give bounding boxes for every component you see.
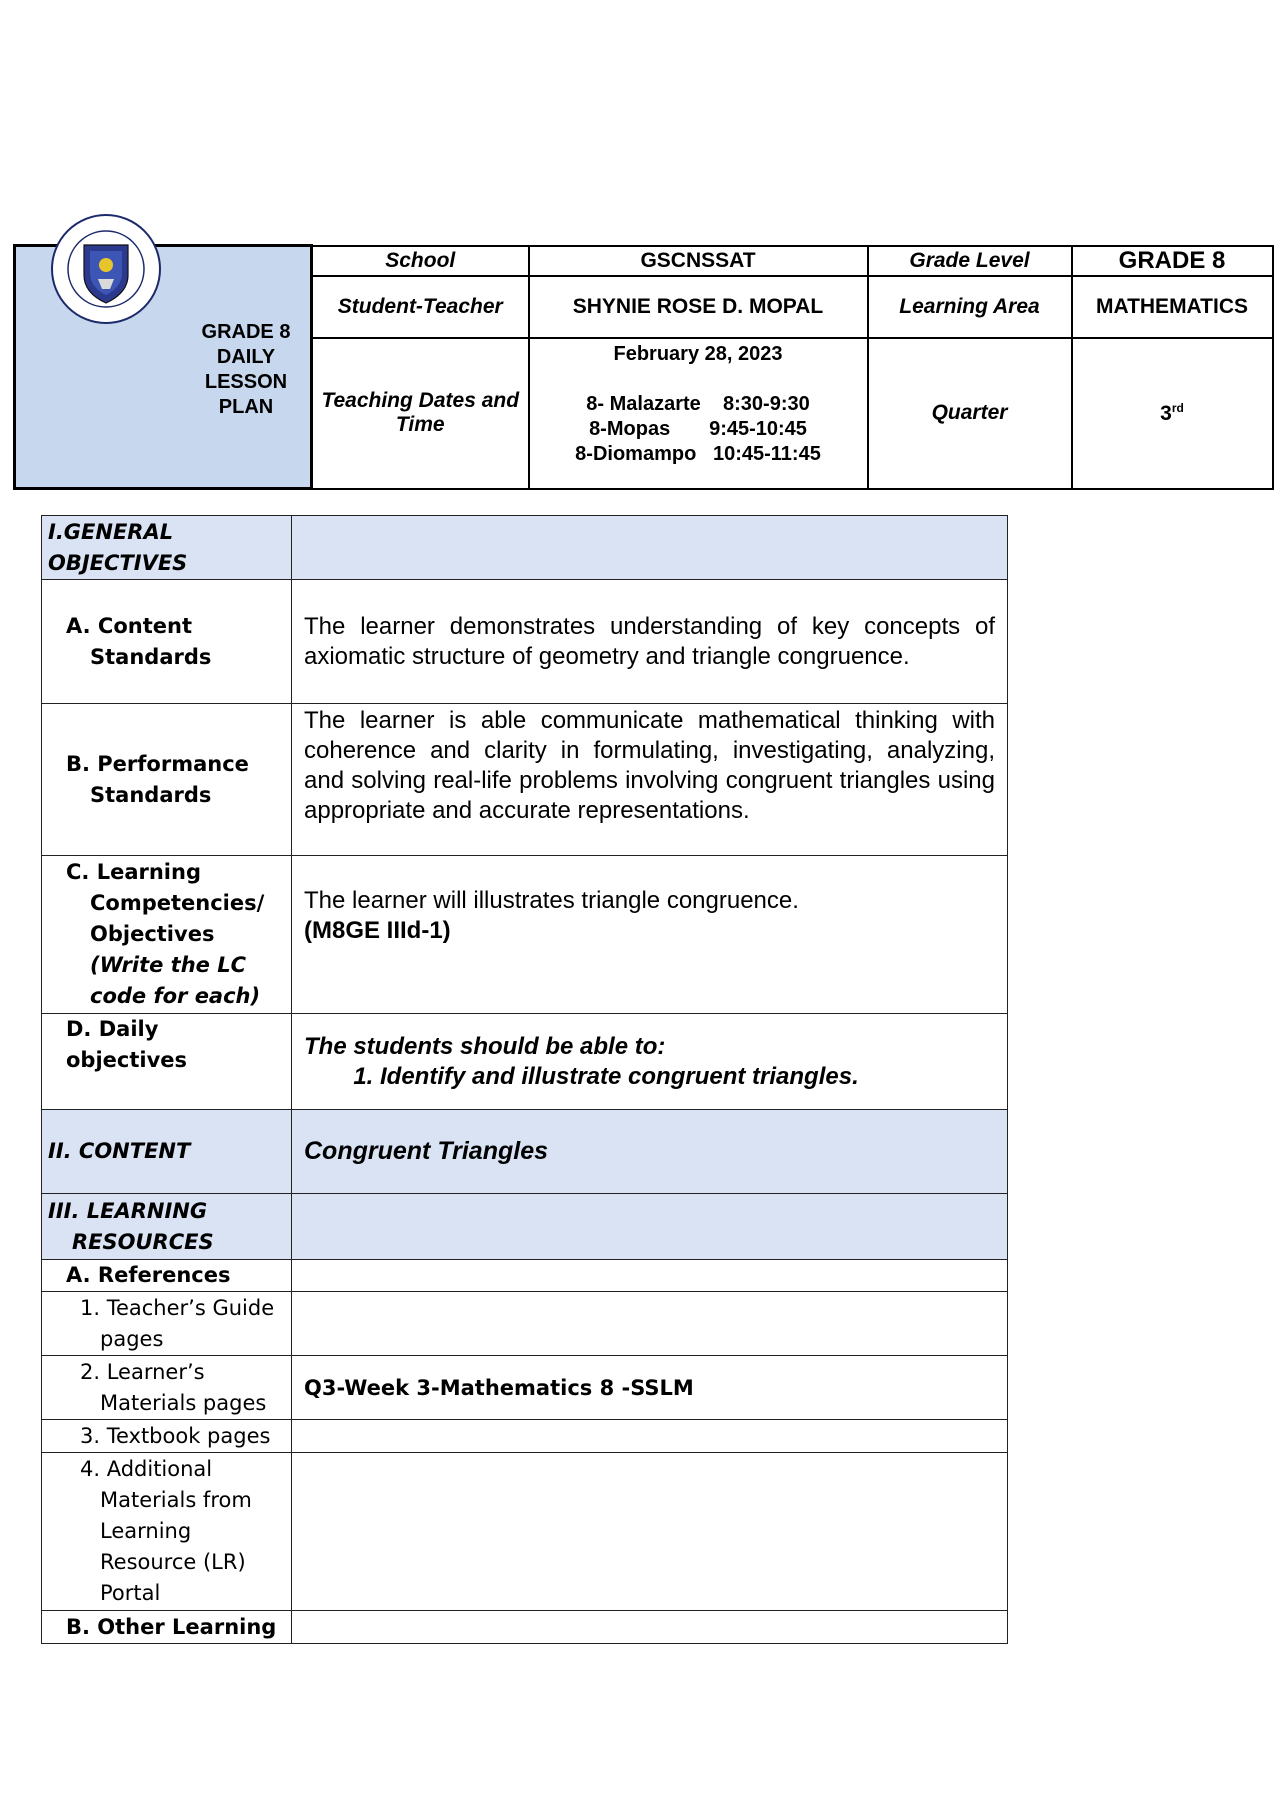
student-teacher-label: Student-Teacher xyxy=(312,276,529,338)
general-objectives-text: I.GENERAL OBJECTIVES xyxy=(48,519,188,575)
quarter-label: Quarter xyxy=(868,338,1072,489)
schedule-row: 8-Diomampo 10:45-11:45 xyxy=(575,442,821,465)
additional-materials-label-text: 4. Additional Materials from Learning Resource (LR) Portal xyxy=(80,1457,252,1605)
learners-materials-value-text: Q3-Week 3-Mathematics 8 -SSLM xyxy=(304,1375,694,1400)
grade-level-label: Grade Level xyxy=(868,246,1072,276)
daily-objectives-value xyxy=(292,1014,1008,1110)
daily-intro: The students should be able to: xyxy=(304,1032,666,1060)
daily-objectives-list xyxy=(304,1062,995,1092)
content-standards-label-text: A. Content Standards xyxy=(66,613,212,669)
competencies-label-note: (Write the LC code for each) xyxy=(90,953,261,1008)
content-heading: II. CONTENT xyxy=(42,1110,292,1194)
teaching-date: February 28, 2023 xyxy=(613,342,783,365)
lesson-plan-table xyxy=(41,515,1008,1644)
grade-level-value: GRADE 8 xyxy=(1072,246,1273,276)
school-value: GSCNSSAT xyxy=(529,246,868,276)
quarter-number: 3 xyxy=(1160,401,1172,425)
competencies-label xyxy=(42,856,292,1014)
quarter-suffix: rd xyxy=(1171,400,1184,415)
competencies-label-main: C. Learning Competencies/ Objectives xyxy=(66,860,265,946)
deped-seal-icon xyxy=(50,213,162,325)
resources-value xyxy=(292,1194,1008,1260)
teachers-guide-label-text: 1. Teacher’s Guide pages xyxy=(80,1295,275,1351)
textbook-label: 3. Textbook pages xyxy=(42,1420,292,1453)
daily-objectives-label-text: D. Daily objectives xyxy=(66,1017,188,1072)
additional-materials-value xyxy=(292,1453,1008,1611)
learners-materials-label-text: 2. Learner’s Materials pages xyxy=(80,1359,267,1415)
school-label: School xyxy=(312,246,529,276)
list-item: 1. Identify and illustrate congruent triangles. xyxy=(380,1062,995,1092)
teachers-guide-label xyxy=(42,1292,292,1356)
competencies-text: The learner will illustrates triangle congruence. xyxy=(304,887,799,914)
plan-title-cell xyxy=(15,246,312,489)
performance-standards-value: The learner is able communicate mathematical thinking with coherence and clarity in formulating, investigating, analyzing, and solving real-life problems involving congruent triangles using appropriate and accurate representations. xyxy=(292,704,1008,856)
learners-materials-value xyxy=(292,1356,1008,1420)
performance-standards-label xyxy=(42,704,292,856)
references-value xyxy=(292,1260,1008,1292)
plan-title-text: GRADE 8 DAILY LESSON PLAN xyxy=(201,321,291,418)
content-value-text: Congruent Triangles xyxy=(304,1137,549,1165)
resources-heading-text: III. LEARNING RESOURCES xyxy=(48,1198,214,1254)
other-learning-value xyxy=(292,1611,1008,1644)
learners-materials-label xyxy=(42,1356,292,1420)
textbook-value xyxy=(292,1420,1008,1453)
content-standards-value: The learner demonstrates understanding of key concepts of axiomatic structure of geometry and triangle congruence. xyxy=(292,580,1008,704)
daily-objectives-label xyxy=(42,1014,292,1110)
references-label: A. References xyxy=(42,1260,292,1292)
general-objectives-heading xyxy=(42,516,292,580)
competency-code: (M8GE IIId-1) xyxy=(304,917,451,944)
learning-area-label: Learning Area xyxy=(868,276,1072,338)
teaching-dates-label: Teaching Dates and Time xyxy=(312,338,529,489)
performance-standards-label-text: B. Performance Standards xyxy=(66,751,249,807)
teachers-guide-value xyxy=(292,1292,1008,1356)
content-standards-label xyxy=(42,580,292,704)
competencies-value xyxy=(292,856,1008,1014)
quarter-value xyxy=(1072,338,1273,489)
additional-materials-label xyxy=(42,1453,292,1611)
learning-area-value: MATHEMATICS xyxy=(1072,276,1273,338)
content-value xyxy=(292,1110,1008,1194)
other-learning-label: B. Other Learning xyxy=(42,1611,292,1644)
resources-heading xyxy=(42,1194,292,1260)
general-objectives-value xyxy=(292,516,1008,580)
plan-title xyxy=(166,320,326,420)
header-table xyxy=(13,244,1274,490)
schedule-row: 8- Malazarte 8:30-9:30 xyxy=(586,392,810,415)
student-teacher-value: SHYNIE ROSE D. MOPAL xyxy=(529,276,868,338)
teaching-dates-value xyxy=(529,338,868,489)
schedule-row: 8-Mopas 9:45-10:45 xyxy=(589,417,807,440)
